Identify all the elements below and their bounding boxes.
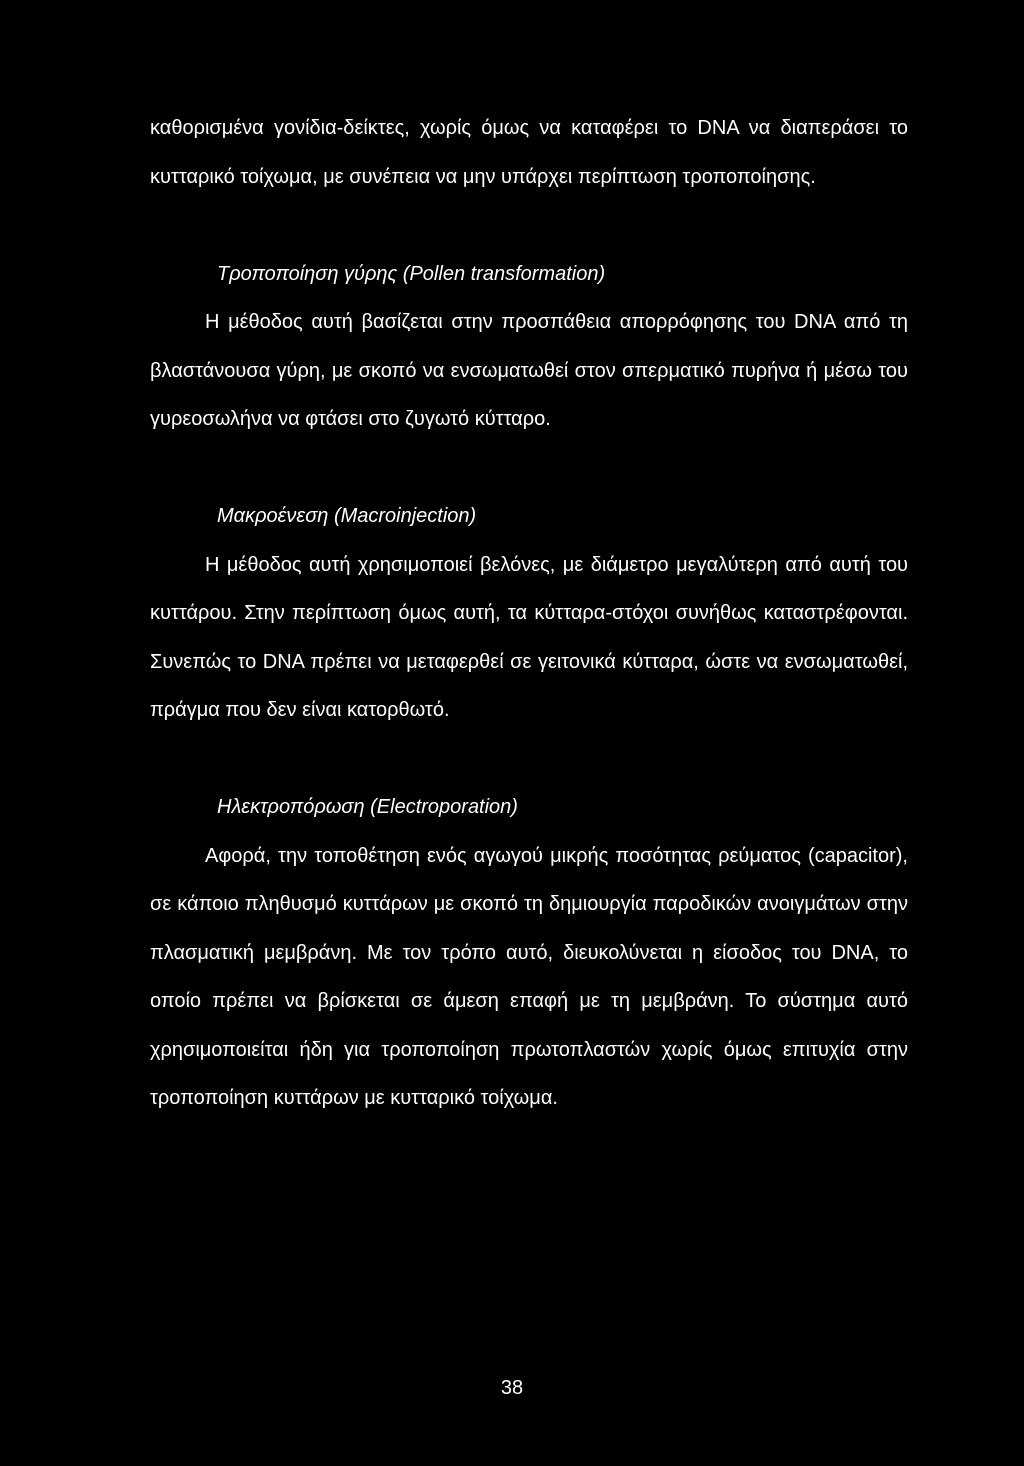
- section-body-text: Η μέθοδος αυτή βασίζεται στην προσπάθεια απορρόφησης του DNA από τη βλαστάνουσα γύρη, με σκοπό να ενσωματωθεί στον σπερματικό πυρήνα ή μέσω του γυρεοσωλήνα να φτάσει στο ζυγωτό κύτταρο.: [150, 311, 908, 430]
- section-heading-electroporation: Ηλεκτροπόρωση (Electroporation): [217, 796, 518, 818]
- section-body-macroinjection: [150, 541, 908, 735]
- section-gap: [150, 201, 908, 250]
- section-body-text: Η μέθοδος αυτή χρησιμοποιεί βελόνες, με διάμετρο μεγαλύτερη από αυτή του κυττάρου. Στην περίπτωση όμως αυτή, τα κύτταρα-στόχοι συνήθως καταστρέφονται. Συνεπώς το DNA πρέπει να μεταφερθεί σε γειτονικά κύτταρα, ώστε να ενσωματωθεί, πράγμα που δεν είναι κατορθωτό.: [150, 553, 908, 721]
- page-number: 38: [500, 1377, 524, 1399]
- document-body: [150, 104, 908, 1123]
- section-gap: [150, 735, 908, 784]
- section-heading-macroinjection: Μακροένεση (Macroinjection): [217, 505, 477, 527]
- section-gap: [150, 444, 908, 493]
- section-body-text: Αφορά, την τοποθέτηση ενός αγωγού μικρής ποσότητας ρεύματος (capacitor), σε κάποιο πληθυσμό κυττάρων με σκοπό τη δημιουργία παροδικών ανοιγμάτων στην πλασματική μεμβράνη. Με τον τρόπο αυτό, διευκολύνεται η είσοδος του DNA, το οποίο πρέπει να βρίσκεται σε άμεση επαφή με τη μεμβράνη. Το σύστημα αυτό χρησιμοποιείται ήδη για τροποποίηση πρωτοπλαστών χωρίς όμως επιτυχία στην τροποποίηση κυττάρων με κυτταρικό τοίχωμα.: [150, 844, 908, 1109]
- section-body-pollen-transformation: [150, 298, 908, 444]
- section-heading-pollen-transformation: Τροποποίηση γύρης (Pollen transformation): [217, 262, 606, 285]
- intro-paragraph: καθορισμένα γονίδια-δείκτες, χωρίς όμως να καταφέρει το DNA να διαπεράσει το κυτταρικό τοίχωμα, με συνέπεια να μην υπάρχει περίπτωση τροποποίησης.: [150, 117, 908, 188]
- section-body-electroporation: [150, 832, 908, 1123]
